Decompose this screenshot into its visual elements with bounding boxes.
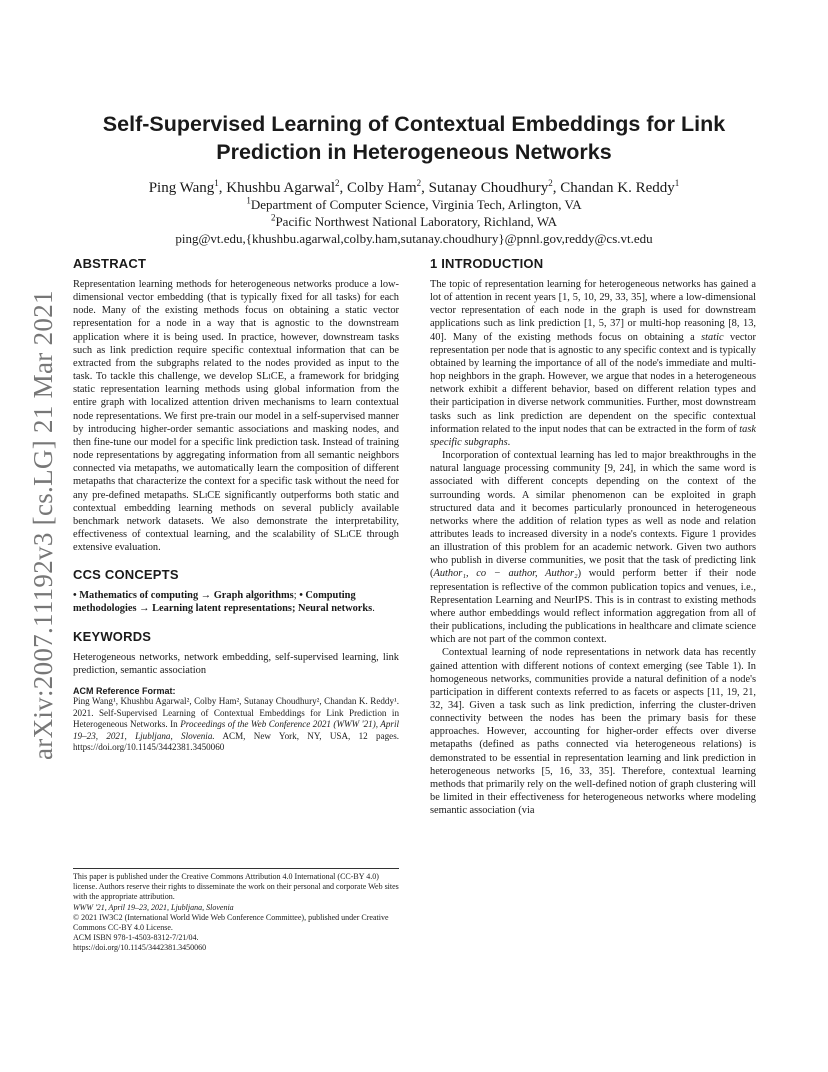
affiliation-mark: 2 [335, 178, 340, 188]
ccs-text [73, 589, 399, 615]
introduction-heading: 1 INTRODUCTION [430, 256, 544, 271]
method-name: SLiCE [192, 489, 221, 501]
intro-paragraph-3: Contextual learning of node representations in network data has recently gained attention with different notions of context emerging (see Table 1). In homogeneous networks, communities provide a natural definition of a node's participation in different contexts referred to as facets or aspects [11, 19, 21, 32, 34]. Given a task such as link prediction, inferring the cluster-driven connectivity between the nodes has been the primary basis for these approaches. However, accounting for higher-order effects over diverse metapaths (defined as paths connected via heterogeneous relations) is demonstrated to be essential in representation learning and link prediction in heterogeneous networks [5, 16, 33, 35]. Therefore, contextual learning methods that primarily rely on the well-defined notion of graph clustering will be limited in their effectiveness for heterogeneous networks where modeling semantic association (via [430, 647, 756, 817]
affiliation-mark: 1 [246, 195, 251, 206]
acm-reference-heading: ACM Reference Format: [73, 685, 176, 696]
isbn-line: ACM ISBN 978-1-4503-8312-7/21/04. [73, 933, 199, 943]
conference-line: WWW '21, April 19–23, 2021, Ljubljana, Slovenia [73, 902, 234, 912]
ccs-separator: ; [293, 590, 300, 602]
author-name: Sutanay Choudhury [428, 180, 549, 196]
affiliation-mark: 1 [214, 178, 219, 188]
intro-text: vector representation per node that is agnostic to any specific context and is typically obtained by learning the importance of all of the node's immediate and multi-hop neighbors in the graph. However, we argue that nodes in a heterogeneous network exhibit a different behavior, based on different relation types and their participation in diverse network communities. Further, most downstream tasks such as link prediction are dependent on the specific contextual information related to the input nodes that can be extracted in the form of [430, 331, 757, 435]
affiliation-line [70, 196, 758, 213]
acm-reference-part: Ping Wang¹, Khushbu Agarwal², Colby Ham², Sutanay Choudhury², Chandan K. Reddy¹. 2021. Self-Supervised Learning of Contextual Embeddings for Link Prediction in Heterogeneous Networks. In [73, 695, 399, 730]
affiliation-mark: 2 [270, 212, 276, 223]
license-footnote [73, 868, 399, 954]
acm-reference [73, 686, 399, 754]
abstract-text [73, 278, 399, 554]
method-name: SLiCE [256, 371, 284, 383]
intro-emphasis: task specific subgraphs [430, 423, 756, 448]
affiliation-text: Pacific Northwest National Laboratory, Richland, WA [275, 214, 558, 229]
affiliations [70, 196, 758, 247]
author-name: Chandan K. Reddy [560, 180, 675, 196]
paper-title: Self-Supervised Learning of Contextual Embeddings for Link Prediction in Heterogeneous Networks [102, 112, 726, 164]
keywords-text: Heterogeneous networks, network embedding, self-supervised learning, link prediction, semantic association [73, 651, 399, 676]
ccs-heading: CCS CONCEPTS [73, 567, 179, 583]
left-column [73, 256, 399, 754]
author-name: Ping Wang [148, 180, 215, 196]
abstract-part: , a framework for bridging static representation learning methods using global information from the entire graph with localized attention driven mechanisms to learn contextual node representations. We first pre-train our model in a self-supervised manner by introducing higher-order semantic associations and masking nodes, and then fine-tune our model for a specific link prediction task. Instead of training node representations by aggregating information from all semantic neighbors connected via metapaths, we automatically learn the composition of different metapaths that characterize the context for a specific task without the need for any pre-defined metapaths. [73, 371, 399, 501]
method-name: SLiCE [334, 528, 362, 540]
author-name: Colby Ham [347, 180, 417, 196]
abstract-heading: ABSTRACT [73, 256, 147, 271]
doi-link[interactable]: https://doi.org/10.1145/3442381.3450060 [73, 943, 207, 953]
intro-text: ) would perform better if their node representation is reflective of the common publication topics and venues, i.e., Representation Learning and NeurIPS. This is in contrast to existing methods where author embeddings would reflect information aggregation from all of their publications, including the publications in healthcare and climate science which are not part of the common context. [430, 568, 756, 646]
affiliation-mark: 2 [548, 178, 553, 188]
intro-emphasis: static [701, 331, 724, 343]
ccs-concept: ; Neural networks [291, 603, 373, 615]
intro-paragraph-1 [430, 278, 756, 449]
keywords-heading: KEYWORDS [73, 628, 152, 644]
right-column [430, 256, 756, 817]
arxiv-sidebar-stamp: arXiv:2007.11192v3 [cs.LG] 21 Mar 2021 [28, 290, 58, 760]
intro-math: Author₁, co − author, Author₂ [433, 568, 578, 580]
intro-text: . [507, 436, 511, 448]
author-name: Khushbu Agarwal [226, 180, 336, 196]
abstract-part: through extensive evaluation. [73, 528, 399, 554]
affiliation-mark: 2 [416, 178, 422, 188]
intro-text: The topic of representation learning for heterogeneous networks has gained a lot of attention in recent years [1, 5, 10, 29, 33, 35], where a low-dimensional vector representation of each node in the graph is used for downstream applications such as link prediction [1, 5, 37] or multi-hop reasoning [8, 13, 40]. Many of the existing methods focus on obtaining a [430, 279, 756, 343]
acm-reference-part: ACM, New York, NY, USA, 12 pages. https://doi.org/10.1145/3442381.3450060 [73, 730, 400, 753]
affiliation-mark: 1 [674, 178, 680, 188]
author-emails: ping@vt.edu,{khushbu.agarwal,colby.ham,sutanay.choudhury}@pnnl.gov,reddy@cs.vt.edu [175, 231, 653, 246]
author-list: Ping Wang$^1$, Khushbu Agarwal$^2$, Colby Ham$^2$, Sutanay Choudhury$^2$, Chandan K. Reddy$^1$ [148, 178, 680, 196]
ccs-concept: • Computing methodologies → Learning latent representations [73, 590, 356, 615]
ccs-end: . [372, 603, 375, 615]
acm-reference-venue: Proceedings of the Web Conference 2021 (WWW '21), April 19–23, 2021, Ljubljana, Slovenia. [73, 719, 400, 741]
affiliation-line [70, 213, 758, 230]
license-text: This paper is published under the Creative Commons Attribution 4.0 International (CC-BY 4.0) license. Authors reserve their rights to disseminate the work on their personal and corporate Web sites with the appropriate attribution. [73, 872, 399, 902]
abstract-part: Representation learning methods for heterogeneous networks produce a low-dimensional vector embedding (that is typically fixed for all tasks) for each node. Many of the existing methods focus on obtaining a static vector representation for a node in a way that is agnostic to the downstream application where it is being used. In practice, however, downstream tasks such as link prediction require specific contextual information that can be extracted from the subgraphs related to the nodes provided as input to the task. To tackle this challenge, we develop [73, 279, 399, 383]
ccs-concept: • Mathematics of computing → Graph algorithms [73, 590, 294, 602]
abstract-part: significantly outperforms both static and contextual embedding learning methods on several publicly available benchmark network datasets. We also demonstrate the interpretability, effectiveness of contextual learning, and the scalability of [73, 489, 400, 540]
affiliation-text: Department of Computer Science, Virginia Tech, Arlington, VA [250, 197, 582, 212]
intro-text: Incorporation of contextual learning has led to major breakthroughs in the natural language processing community [9, 24], in which the same word is associated with different concepts depending on the context of the surrounding words. A similar phenomenon can be exploited in graph structured data and it becomes particularly pronounced in heterogeneous networks where the addition of relation types as well as node and relation attributes leads to increased diversity in a node's contexts. Figure 1 provides an illustration of this problem for an academic network. Given two authors who publish in diverse communities, we posit that the task of predicting link ( [430, 450, 756, 580]
acm-reference-text [73, 696, 399, 754]
intro-paragraph-2 [430, 449, 756, 646]
copyright-line: © 2021 IW3C2 (International World Wide Web Conference Committee), published under Creative Commons CC-BY 4.0 License. [73, 912, 389, 933]
